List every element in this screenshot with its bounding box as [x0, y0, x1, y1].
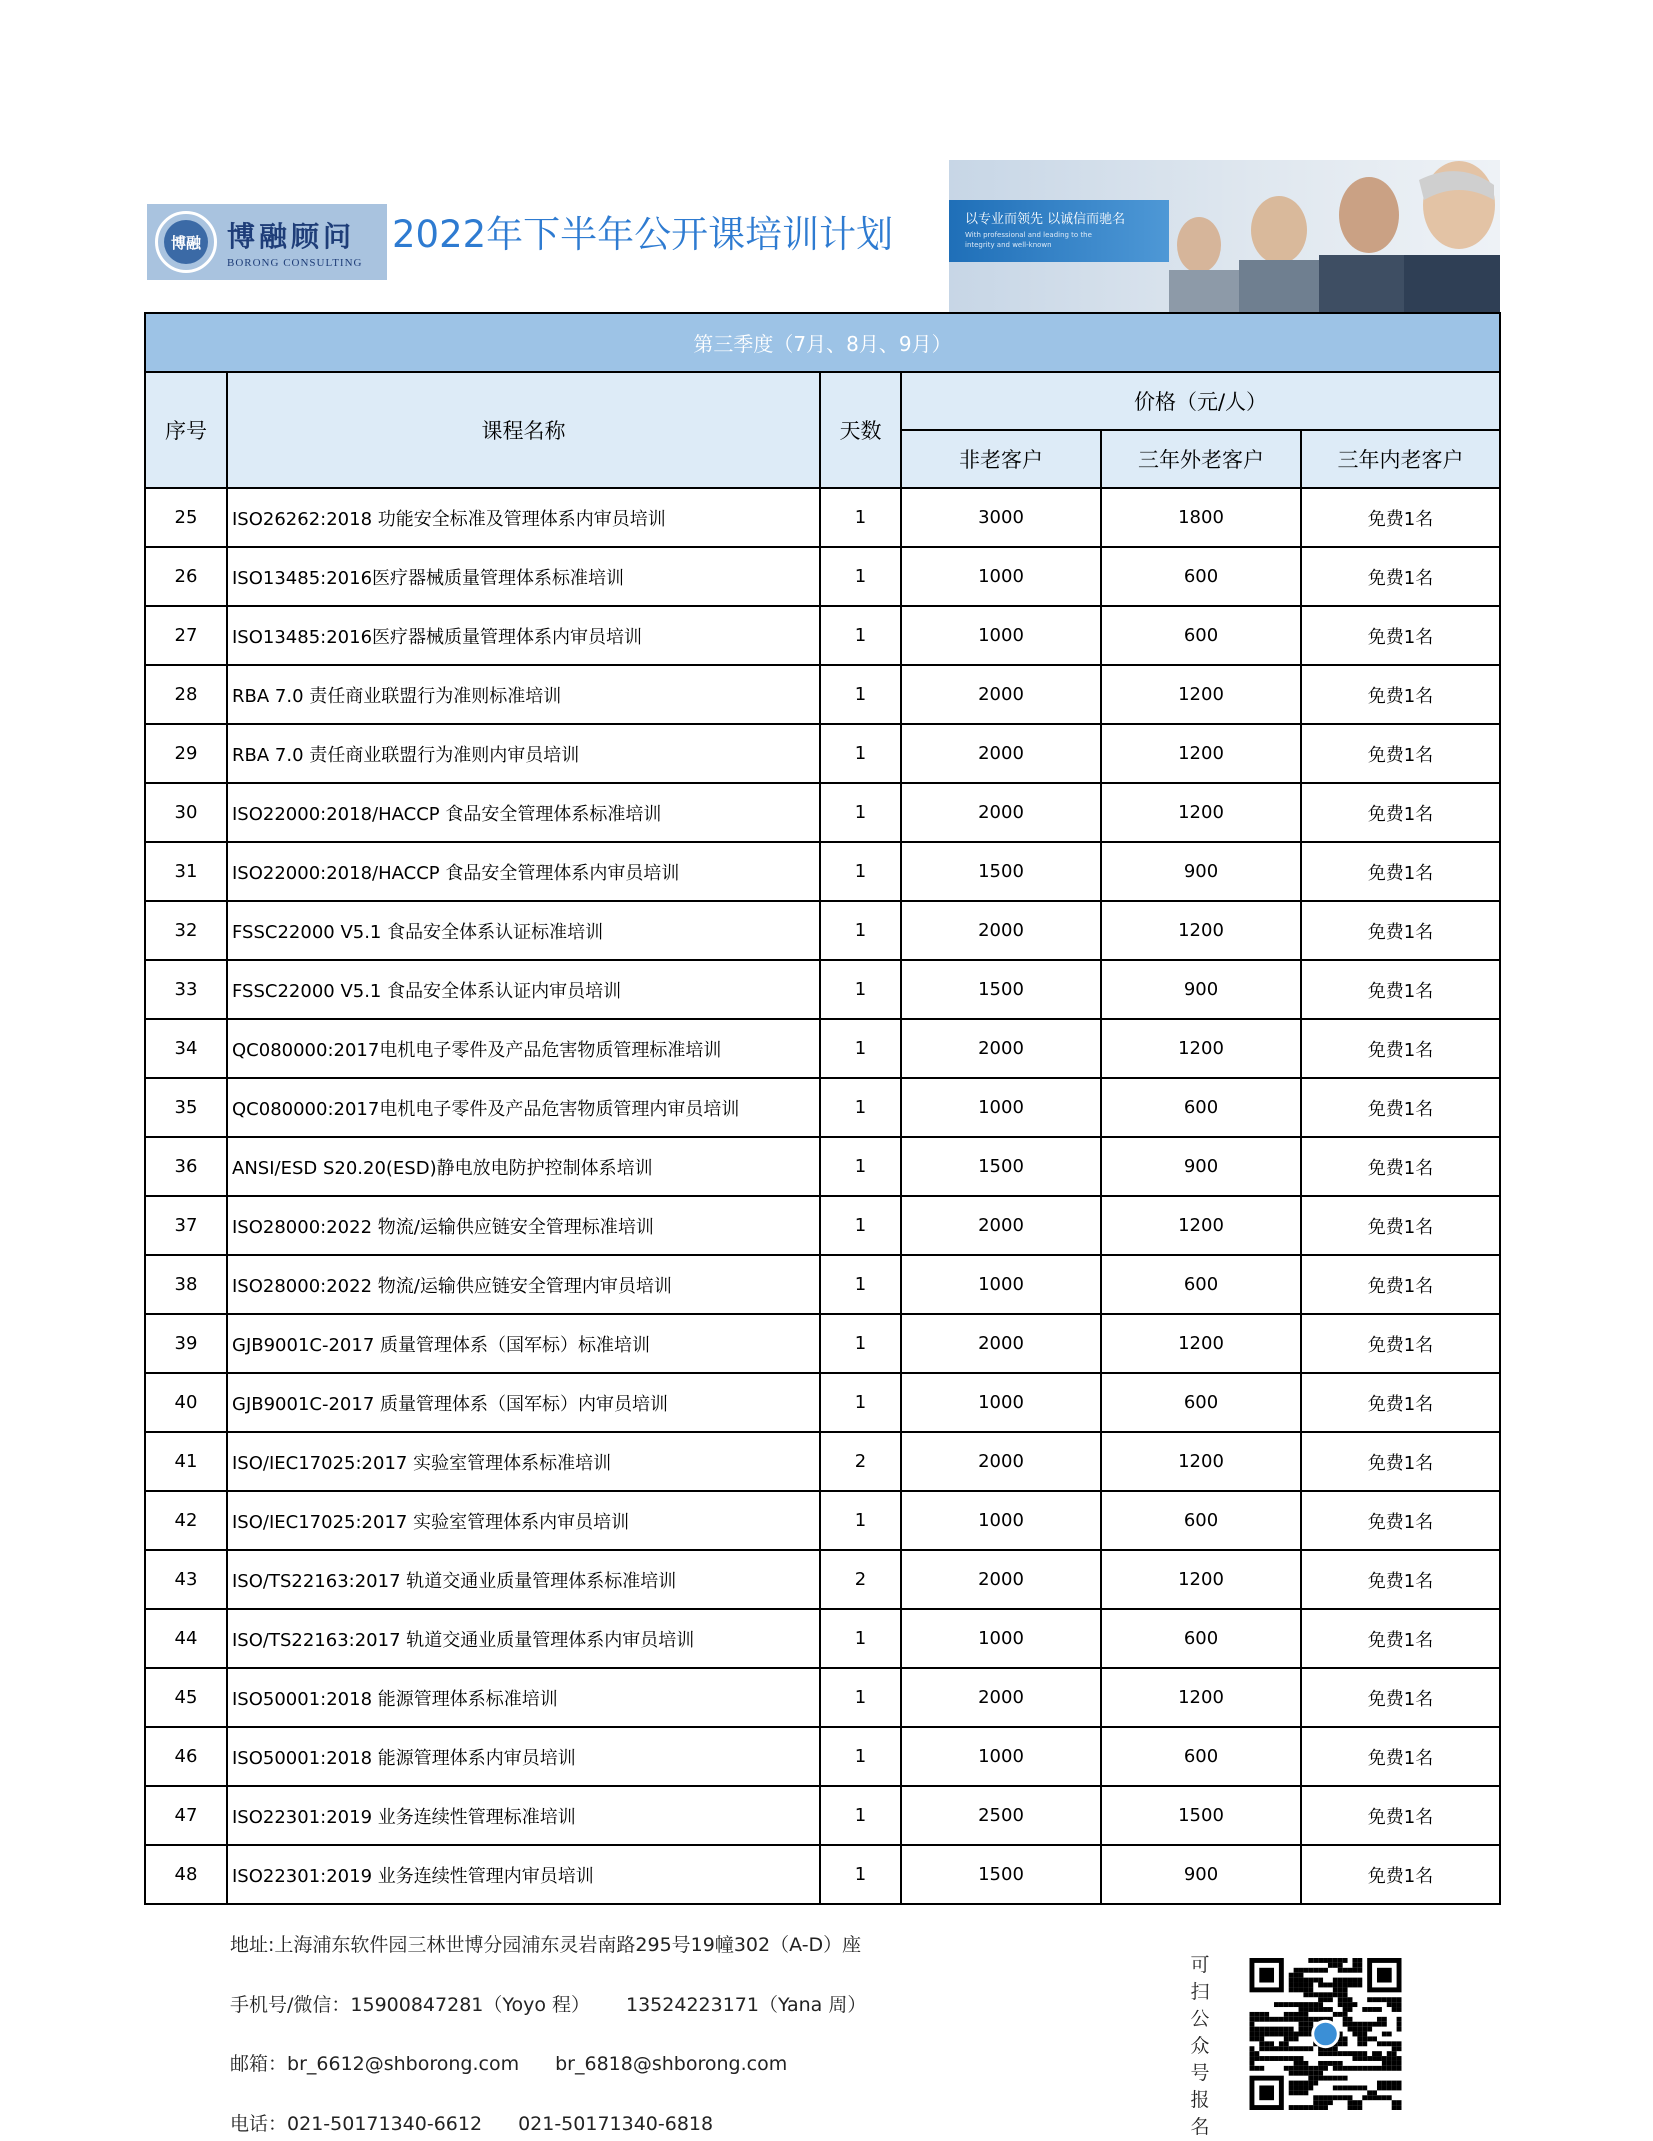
- cell-days: 1: [820, 842, 901, 901]
- cell-price-non-old: 1000: [901, 1727, 1101, 1786]
- cell-days: 1: [820, 1845, 901, 1904]
- table-row: [145, 1314, 1500, 1373]
- col-header-old-customer-within-3y: 三年内老客户: [1301, 430, 1500, 488]
- cell-days: 1: [820, 547, 901, 606]
- banner-subtext: With professional and leading to the integrity and well-known: [965, 231, 1092, 249]
- cell-price-old-over-3y: 1200: [1101, 724, 1301, 783]
- col-header-name: 课程名称: [227, 372, 820, 488]
- cell-days: 1: [820, 1255, 901, 1314]
- cell-days: 2: [820, 1432, 901, 1491]
- cell-price-old-over-3y: 900: [1101, 1845, 1301, 1904]
- table-row: [145, 1727, 1500, 1786]
- cell-days: 1: [820, 488, 901, 547]
- table-row: [145, 606, 1500, 665]
- qr-caption: [1186, 1952, 1214, 2141]
- qr-caption-char: 扫: [1190, 1981, 1210, 2003]
- cell-price-old-within-3y: 免费1名: [1301, 665, 1500, 724]
- cell-course-name: ISO22000:2018/HACCP 食品安全管理体系内审员培训: [227, 842, 820, 901]
- table-row: [145, 1491, 1500, 1550]
- cell-days: 1: [820, 1727, 901, 1786]
- cell-price-old-within-3y: 免费1名: [1301, 1491, 1500, 1550]
- cell-price-old-within-3y: 免费1名: [1301, 842, 1500, 901]
- cell-price-old-within-3y: 免费1名: [1301, 1845, 1500, 1904]
- cell-price-non-old: 1000: [901, 1609, 1101, 1668]
- cell-price-non-old: 2000: [901, 1550, 1101, 1609]
- cell-no: 30: [145, 783, 227, 842]
- cell-course-name: GJB9001C-2017 质量管理体系（国军标）内审员培训: [227, 1373, 820, 1432]
- qr-code-icon: [1248, 1958, 1403, 2110]
- cell-days: 1: [820, 1137, 901, 1196]
- cell-no: 45: [145, 1668, 227, 1727]
- cell-price-old-over-3y: 1200: [1101, 1668, 1301, 1727]
- cell-course-name: ISO28000:2022 物流/运输供应链安全管理内审员培训: [227, 1255, 820, 1314]
- cell-price-old-over-3y: 600: [1101, 1373, 1301, 1432]
- qr-caption-char: 可: [1190, 1954, 1210, 1976]
- cell-price-non-old: 1000: [901, 1491, 1101, 1550]
- cell-no: 42: [145, 1491, 227, 1550]
- cell-course-name: ANSI/ESD S20.20(ESD)静电放电防护控制体系培训: [227, 1137, 820, 1196]
- cell-price-old-within-3y: 免费1名: [1301, 1314, 1500, 1373]
- cell-no: 38: [145, 1255, 227, 1314]
- table-row: [145, 1609, 1500, 1668]
- cell-no: 33: [145, 960, 227, 1019]
- cell-price-old-within-3y: 免费1名: [1301, 1727, 1500, 1786]
- cell-days: 1: [820, 1668, 901, 1727]
- cell-days: 1: [820, 901, 901, 960]
- cell-no: 44: [145, 1609, 227, 1668]
- table-row: [145, 1019, 1500, 1078]
- cell-price-old-over-3y: 1200: [1101, 665, 1301, 724]
- cell-course-name: ISO/IEC17025:2017 实验室管理体系内审员培训: [227, 1491, 820, 1550]
- cell-price-old-over-3y: 1800: [1101, 488, 1301, 547]
- cell-no: 47: [145, 1786, 227, 1845]
- cell-price-non-old: 2000: [901, 901, 1101, 960]
- cell-course-name: ISO22000:2018/HACCP 食品安全管理体系标准培训: [227, 783, 820, 842]
- cell-price-old-over-3y: 1500: [1101, 1786, 1301, 1845]
- table-row: [145, 547, 1500, 606]
- header-banner-image: [949, 160, 1500, 314]
- cell-price-old-within-3y: 免费1名: [1301, 488, 1500, 547]
- table-row: [145, 1137, 1500, 1196]
- phone-line: [230, 1990, 866, 2017]
- cell-price-old-over-3y: 600: [1101, 1727, 1301, 1786]
- cell-price-non-old: 2000: [901, 1196, 1101, 1255]
- page-title: 2022年下半年公开课培训计划: [392, 213, 894, 256]
- table-row: [145, 1668, 1500, 1727]
- logo-chinese-name: 博融顾问: [227, 220, 356, 253]
- cell-price-non-old: 1500: [901, 842, 1101, 901]
- cell-price-old-over-3y: 900: [1101, 842, 1301, 901]
- cell-days: 1: [820, 1609, 901, 1668]
- cell-price-non-old: 1500: [901, 1845, 1101, 1904]
- cell-course-name: RBA 7.0 责任商业联盟行为准则标准培训: [227, 665, 820, 724]
- cell-price-old-within-3y: 免费1名: [1301, 1668, 1500, 1727]
- cell-price-non-old: 3000: [901, 488, 1101, 547]
- quarter-label: 第三季度（7月、8月、9月）: [145, 313, 1500, 372]
- cell-no: 39: [145, 1314, 227, 1373]
- cell-price-old-within-3y: 免费1名: [1301, 1196, 1500, 1255]
- cell-days: 1: [820, 724, 901, 783]
- cell-price-old-within-3y: 免费1名: [1301, 547, 1500, 606]
- cell-price-old-over-3y: 900: [1101, 1137, 1301, 1196]
- cell-days: 1: [820, 1019, 901, 1078]
- cell-course-name: ISO22301:2019 业务连续性管理内审员培训: [227, 1845, 820, 1904]
- cell-no: 43: [145, 1550, 227, 1609]
- cell-price-old-over-3y: 600: [1101, 1609, 1301, 1668]
- cell-course-name: ISO50001:2018 能源管理体系内审员培训: [227, 1727, 820, 1786]
- cell-price-old-within-3y: 免费1名: [1301, 1786, 1500, 1845]
- cell-course-name: ISO/TS22163:2017 轨道交通业质量管理体系内审员培训: [227, 1609, 820, 1668]
- email-2: br_6818@shborong.com: [555, 2053, 788, 2075]
- email-line: [230, 2049, 787, 2076]
- cell-price-non-old: 1500: [901, 1137, 1101, 1196]
- phone-label: 手机号/微信：: [230, 1994, 351, 2016]
- cell-price-old-over-3y: 600: [1101, 547, 1301, 606]
- cell-price-old-within-3y: 免费1名: [1301, 1550, 1500, 1609]
- cell-price-old-within-3y: 免费1名: [1301, 960, 1500, 1019]
- cell-price-old-over-3y: 600: [1101, 1255, 1301, 1314]
- cell-price-old-over-3y: 1200: [1101, 1196, 1301, 1255]
- qr-caption-char: 公: [1190, 2008, 1210, 2030]
- cell-no: 34: [145, 1019, 227, 1078]
- cell-price-non-old: 2000: [901, 1432, 1101, 1491]
- cell-price-old-within-3y: 免费1名: [1301, 606, 1500, 665]
- cell-course-name: ISO50001:2018 能源管理体系标准培训: [227, 1668, 820, 1727]
- tel-line: [230, 2109, 713, 2136]
- cell-no: 46: [145, 1727, 227, 1786]
- email-1: br_6612@shborong.com: [287, 2053, 520, 2075]
- table-row: [145, 1845, 1500, 1904]
- cell-price-old-over-3y: 1200: [1101, 1314, 1301, 1373]
- cell-price-non-old: 1000: [901, 1255, 1101, 1314]
- cell-course-name: ISO13485:2016医疗器械质量管理体系内审员培训: [227, 606, 820, 665]
- cell-price-non-old: 1000: [901, 547, 1101, 606]
- cell-course-name: QC080000:2017电机电子零件及产品危害物质管理内审员培训: [227, 1078, 820, 1137]
- cell-course-name: ISO/IEC17025:2017 实验室管理体系标准培训: [227, 1432, 820, 1491]
- table-row: [145, 1255, 1500, 1314]
- cell-no: 27: [145, 606, 227, 665]
- training-schedule-table: [144, 312, 1501, 1905]
- cell-course-name: ISO/TS22163:2017 轨道交通业质量管理体系标准培训: [227, 1550, 820, 1609]
- company-logo: [147, 204, 387, 280]
- tel-2: 021-50171340-6818: [518, 2113, 714, 2135]
- cell-price-old-over-3y: 600: [1101, 606, 1301, 665]
- cell-no: 36: [145, 1137, 227, 1196]
- cell-price-old-over-3y: 1200: [1101, 1019, 1301, 1078]
- cell-days: 1: [820, 1078, 901, 1137]
- table-row: [145, 842, 1500, 901]
- cell-price-old-within-3y: 免费1名: [1301, 1609, 1500, 1668]
- cell-price-old-over-3y: 1200: [1101, 901, 1301, 960]
- table-row: [145, 1550, 1500, 1609]
- cell-course-name: QC080000:2017电机电子零件及产品危害物质管理标准培训: [227, 1019, 820, 1078]
- cell-price-old-over-3y: 1200: [1101, 783, 1301, 842]
- cell-course-name: ISO22301:2019 业务连续性管理标准培训: [227, 1786, 820, 1845]
- cell-no: 29: [145, 724, 227, 783]
- table-row: [145, 1432, 1500, 1491]
- cell-price-old-within-3y: 免费1名: [1301, 1019, 1500, 1078]
- col-header-price: 价格（元/人）: [901, 372, 1500, 430]
- tel-label: 电话：: [230, 2113, 288, 2135]
- cell-course-name: ISO13485:2016医疗器械质量管理体系标准培训: [227, 547, 820, 606]
- cell-price-non-old: 1000: [901, 606, 1101, 665]
- tel-1: 021-50171340-6612: [287, 2113, 483, 2135]
- cell-no: 25: [145, 488, 227, 547]
- cell-no: 35: [145, 1078, 227, 1137]
- cell-price-old-over-3y: 1200: [1101, 1432, 1301, 1491]
- table-row: [145, 1373, 1500, 1432]
- cell-days: 1: [820, 1314, 901, 1373]
- qr-caption-char: 报: [1190, 2089, 1210, 2111]
- table-row: [145, 488, 1500, 547]
- cell-price-old-within-3y: 免费1名: [1301, 1373, 1500, 1432]
- cell-course-name: FSSC22000 V5.1 食品安全体系认证标准培训: [227, 901, 820, 960]
- cell-price-non-old: 2000: [901, 1314, 1101, 1373]
- table-row: [145, 665, 1500, 724]
- column-header-row: [145, 372, 1500, 430]
- cell-price-non-old: 2500: [901, 1786, 1101, 1845]
- cell-days: 1: [820, 1491, 901, 1550]
- cell-price-old-over-3y: 600: [1101, 1078, 1301, 1137]
- cell-price-non-old: 2000: [901, 1019, 1101, 1078]
- table-row: [145, 1196, 1500, 1255]
- cell-price-old-over-3y: 1200: [1101, 1550, 1301, 1609]
- cell-price-old-within-3y: 免费1名: [1301, 1255, 1500, 1314]
- table-row: [145, 1786, 1500, 1845]
- cell-price-old-within-3y: 免费1名: [1301, 1137, 1500, 1196]
- cell-price-old-over-3y: 600: [1101, 1491, 1301, 1550]
- qr-caption-char: 号: [1190, 2062, 1210, 2084]
- cell-price-non-old: 2000: [901, 783, 1101, 842]
- cell-days: 1: [820, 665, 901, 724]
- table-row: [145, 1078, 1500, 1137]
- cell-no: 40: [145, 1373, 227, 1432]
- cell-price-old-within-3y: 免费1名: [1301, 783, 1500, 842]
- table-row: [145, 960, 1500, 1019]
- col-header-no: 序号: [145, 372, 227, 488]
- phone-2: 13524223171（Yana 周）: [626, 1994, 867, 2016]
- quarter-header-row: [145, 313, 1500, 372]
- cell-no: 37: [145, 1196, 227, 1255]
- cell-no: 32: [145, 901, 227, 960]
- cell-days: 1: [820, 1786, 901, 1845]
- col-header-old-customer-over-3y: 三年外老客户: [1101, 430, 1301, 488]
- cell-price-old-over-3y: 900: [1101, 960, 1301, 1019]
- cell-course-name: ISO28000:2022 物流/运输供应链安全管理标准培训: [227, 1196, 820, 1255]
- cell-course-name: RBA 7.0 责任商业联盟行为准则内审员培训: [227, 724, 820, 783]
- cell-days: 1: [820, 783, 901, 842]
- cell-days: 1: [820, 606, 901, 665]
- cell-days: 1: [820, 960, 901, 1019]
- cell-no: 41: [145, 1432, 227, 1491]
- cell-days: 1: [820, 1196, 901, 1255]
- email-label: 邮箱：: [230, 2053, 288, 2075]
- cell-price-non-old: 1000: [901, 1078, 1101, 1137]
- cell-price-non-old: 2000: [901, 1668, 1101, 1727]
- cell-price-non-old: 1500: [901, 960, 1101, 1019]
- cell-no: 48: [145, 1845, 227, 1904]
- logo-seal-icon: 博融: [155, 211, 217, 273]
- cell-price-non-old: 2000: [901, 665, 1101, 724]
- cell-price-old-within-3y: 免费1名: [1301, 1078, 1500, 1137]
- qr-caption-char: 众: [1190, 2035, 1210, 2057]
- logo-english-name: BORONG CONSULTING: [227, 257, 363, 269]
- qr-caption-char: 名: [1190, 2116, 1210, 2138]
- cell-price-old-within-3y: 免费1名: [1301, 724, 1500, 783]
- col-header-days: 天数: [820, 372, 901, 488]
- cell-course-name: FSSC22000 V5.1 食品安全体系认证内审员培训: [227, 960, 820, 1019]
- cell-days: 2: [820, 1550, 901, 1609]
- cell-course-name: GJB9001C-2017 质量管理体系（国军标）标准培训: [227, 1314, 820, 1373]
- table-row: [145, 901, 1500, 960]
- cell-no: 28: [145, 665, 227, 724]
- cell-price-non-old: 1000: [901, 1373, 1101, 1432]
- cell-price-old-within-3y: 免费1名: [1301, 1432, 1500, 1491]
- cell-price-old-within-3y: 免费1名: [1301, 901, 1500, 960]
- col-header-non-old-customer: 非老客户: [901, 430, 1101, 488]
- cell-course-name: ISO26262:2018 功能安全标准及管理体系内审员培训: [227, 488, 820, 547]
- address-line: 地址:上海浦东软件园三林世博分园浦东灵岩南路295号19幢302（A-D）座: [230, 1934, 862, 1956]
- table-row: [145, 783, 1500, 842]
- cell-price-non-old: 2000: [901, 724, 1101, 783]
- cell-no: 26: [145, 547, 227, 606]
- phone-1: 15900847281（Yoyo 程）: [350, 1994, 590, 2016]
- banner-slogan: 以专业而领先 以诚信而驰名: [965, 212, 1126, 227]
- table-row: [145, 724, 1500, 783]
- cell-no: 31: [145, 842, 227, 901]
- cell-days: 1: [820, 1373, 901, 1432]
